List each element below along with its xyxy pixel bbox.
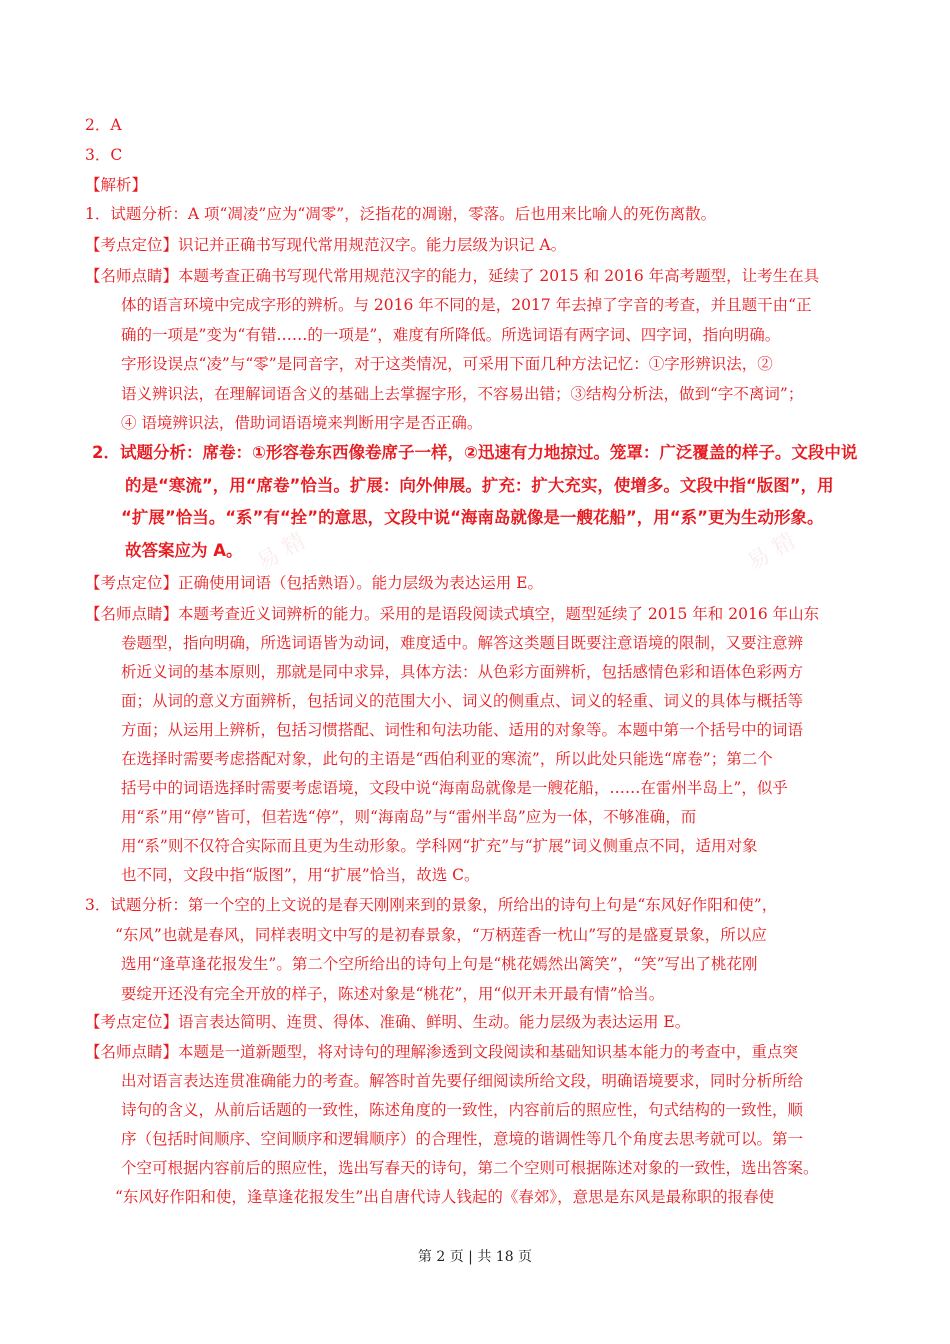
q2-mingshi-line: 在选择时需要考虑搭配对象，此句的主语是“西伯利亚的寒流”，所以此处只能选“席卷”；第二个	[121, 750, 773, 768]
q3-analysis-line: 选用“逢草逢花报发生”。第二个空所给出的诗句上句是“桃花嫣然出篱笑”，“笑”写出了桃花刚	[121, 955, 758, 973]
q1-mingshi-line: 确的一项是”变为“有错……的一项是”，难度有所降低。所选词语有两字词、四字词，指向明确。	[121, 325, 781, 344]
q2-analysis-line: 的是“寒流”，用“席卷”恰当。扩展：向外伸展。扩充：扩大充实，使增多。文段中指“版图”，用	[125, 475, 834, 495]
q2-mingshi-line: 也不同，文段中指“版图”，用“扩展”恰当，故选 C。	[121, 866, 480, 884]
q2-mingshi-line: 卷题型，指向明确，所选词语皆为动词，难度适中。解答这类题目既要注意语境的限制，又要注意辨	[121, 634, 804, 652]
q2-mingshi-line: 方面；从运用上辨析，包括习惯搭配、词性和句法功能、适用的对象等。本题中第一个括号中的词语	[121, 721, 804, 739]
q1-mingshi-line: ④ 语境辨识法，借助词语语境来判断用字是否正确。	[121, 414, 483, 432]
q2-kaodian-line: 【考点定位】正确使用词语（包括熟语）。能力层级为表达运用 E。	[85, 574, 543, 592]
q2-mingshi-line: 析近义词的基本原则，那就是同中求异，具体方法：从色彩方面辨析，包括感情色彩和语体色彩两方	[121, 663, 804, 681]
page-footer: 第 2 页 | 共 18 页	[417, 1249, 533, 1265]
q2-mingshi-line: 括号中的词语选择时需要考虑语境，文段中说“海南岛就像是一艘花船，……在雷州半岛上”，似乎	[121, 779, 788, 797]
q3-mingshi-line: 序（包括时间顺序、空间顺序和逻辑顺序）的合理性，意境的谐调性等几个角度去思考就可以。第一	[121, 1130, 804, 1148]
q3-mingshi-line: 诗句的含义，从前后话题的一致性，陈述角度的一致性，内容前后的照应性，句式结构的一致性，顺	[121, 1101, 804, 1119]
q2-mingshi-line: 面；从词的意义方面辨析，包括词义的范围大小、词义的侧重点、词义的轻重、词义的具体与概括等	[121, 692, 804, 710]
answer-2: 2．A	[85, 116, 122, 134]
q3-analysis-line: 要绽开还没有完全开放的样子，陈述对象是“桃花”，用“似开未开最有情”恰当。	[121, 984, 665, 1003]
q3-mingshi-line: “东风好作阳和使，逢草逢花报发生”出自唐代诗人钱起的《春郊》，意思是东风是最称职的报春使	[115, 1188, 775, 1206]
q2-analysis-line: 2．试题分析：席卷：①形容卷东西像卷席子一样，②迅速有力地掠过。笼罩：广泛覆盖的样子。文段中说	[92, 443, 858, 462]
q2-mingshi-line: 用“系”用“停”皆可，但若选“停”，则“海南岛”与“雷州半岛”应为一体，不够准确，而	[121, 808, 697, 826]
q2-analysis-line: 故答案应为 A。	[125, 540, 243, 560]
q3-mingshi-line: 【名师点睛】本题是一道新题型，将对诗句的理解渗透到文段阅读和基础知识基本能力的考查中，重点突	[85, 1043, 799, 1061]
q1-mingshi-line: 语义辨识法，在理解词语含义的基础上去掌握字形，不容易出错；③结构分析法，做到“字不离词”；	[121, 384, 804, 403]
watermark: 易 精	[743, 528, 800, 576]
q1-mingshi-line: 字形设误点“凌”与“零”是同音字，对于这类情况，可采用下面几种方法记忆：①字形辨识法，②	[121, 355, 773, 374]
q3-analysis-line: 3．试题分析：第一个空的上文说的是春天刚刚来到的景象，所给出的诗句上句是“东风好作阳和使”，	[85, 896, 778, 914]
answer-3: 3．C	[85, 146, 123, 164]
q3-mingshi-line: 出对语言表达连贯准确能力的考查。解答时首先要仔细阅读所给文段，明确语境要求，同时分析所给	[121, 1072, 804, 1090]
q2-analysis-line: “扩展”恰当。“系”有“拴”的意思，文段中说“海南岛就像是一艘花船”，用“系”更为生动形象。	[121, 508, 824, 527]
section-label: 【解析】	[85, 176, 148, 194]
q2-mingshi-line: 【名师点睛】本题考查近义词辨析的能力。采用的是语段阅读式填空，题型延续了 2015 年和 2016 年山东	[85, 605, 820, 623]
q3-mingshi-line: 个空可根据内容前后的照应性，选出写春天的诗句，第二个空则可根据陈述对象的一致性，选出答案。	[121, 1159, 819, 1177]
watermark: 易 精	[253, 528, 310, 576]
q3-analysis-line: “东风”也就是春风，同样表明文中写的是初春景象，“万柄莲香一枕山”写的是盛夏景象，所以应	[115, 925, 767, 944]
q1-mingshi-line: 体的语言环境中完成字形的辨析。与 2016 年不同的是，2017 年去掉了字音的考查，并且题干由“正	[121, 296, 812, 315]
q2-mingshi-line: 用“系”则不仅符合实际而且更为生动形象。学科网“扩充”与“扩展”词义侧重点不同，适用对象	[121, 837, 758, 855]
q1-mingshi-line: 【名师点睛】本题考查正确书写现代常用规范汉字的能力，延续了 2015 和 2016 年高考题型，让考生在具	[85, 267, 820, 285]
q3-kaodian-line: 【考点定位】语言表达简明、连贯、得体、准确、鲜明、生动。能力层级为表达运用 E。	[85, 1013, 691, 1031]
q1-kaodian-line: 【考点定位】识记并正确书写现代常用规范汉字。能力层级为识记 A。	[85, 236, 567, 254]
q1-analysis-line: 1．试题分析：A 项“凋凌”应为“凋零”，泛指花的凋谢，零落。后也用来比喻人的死伤离散。	[85, 205, 717, 223]
